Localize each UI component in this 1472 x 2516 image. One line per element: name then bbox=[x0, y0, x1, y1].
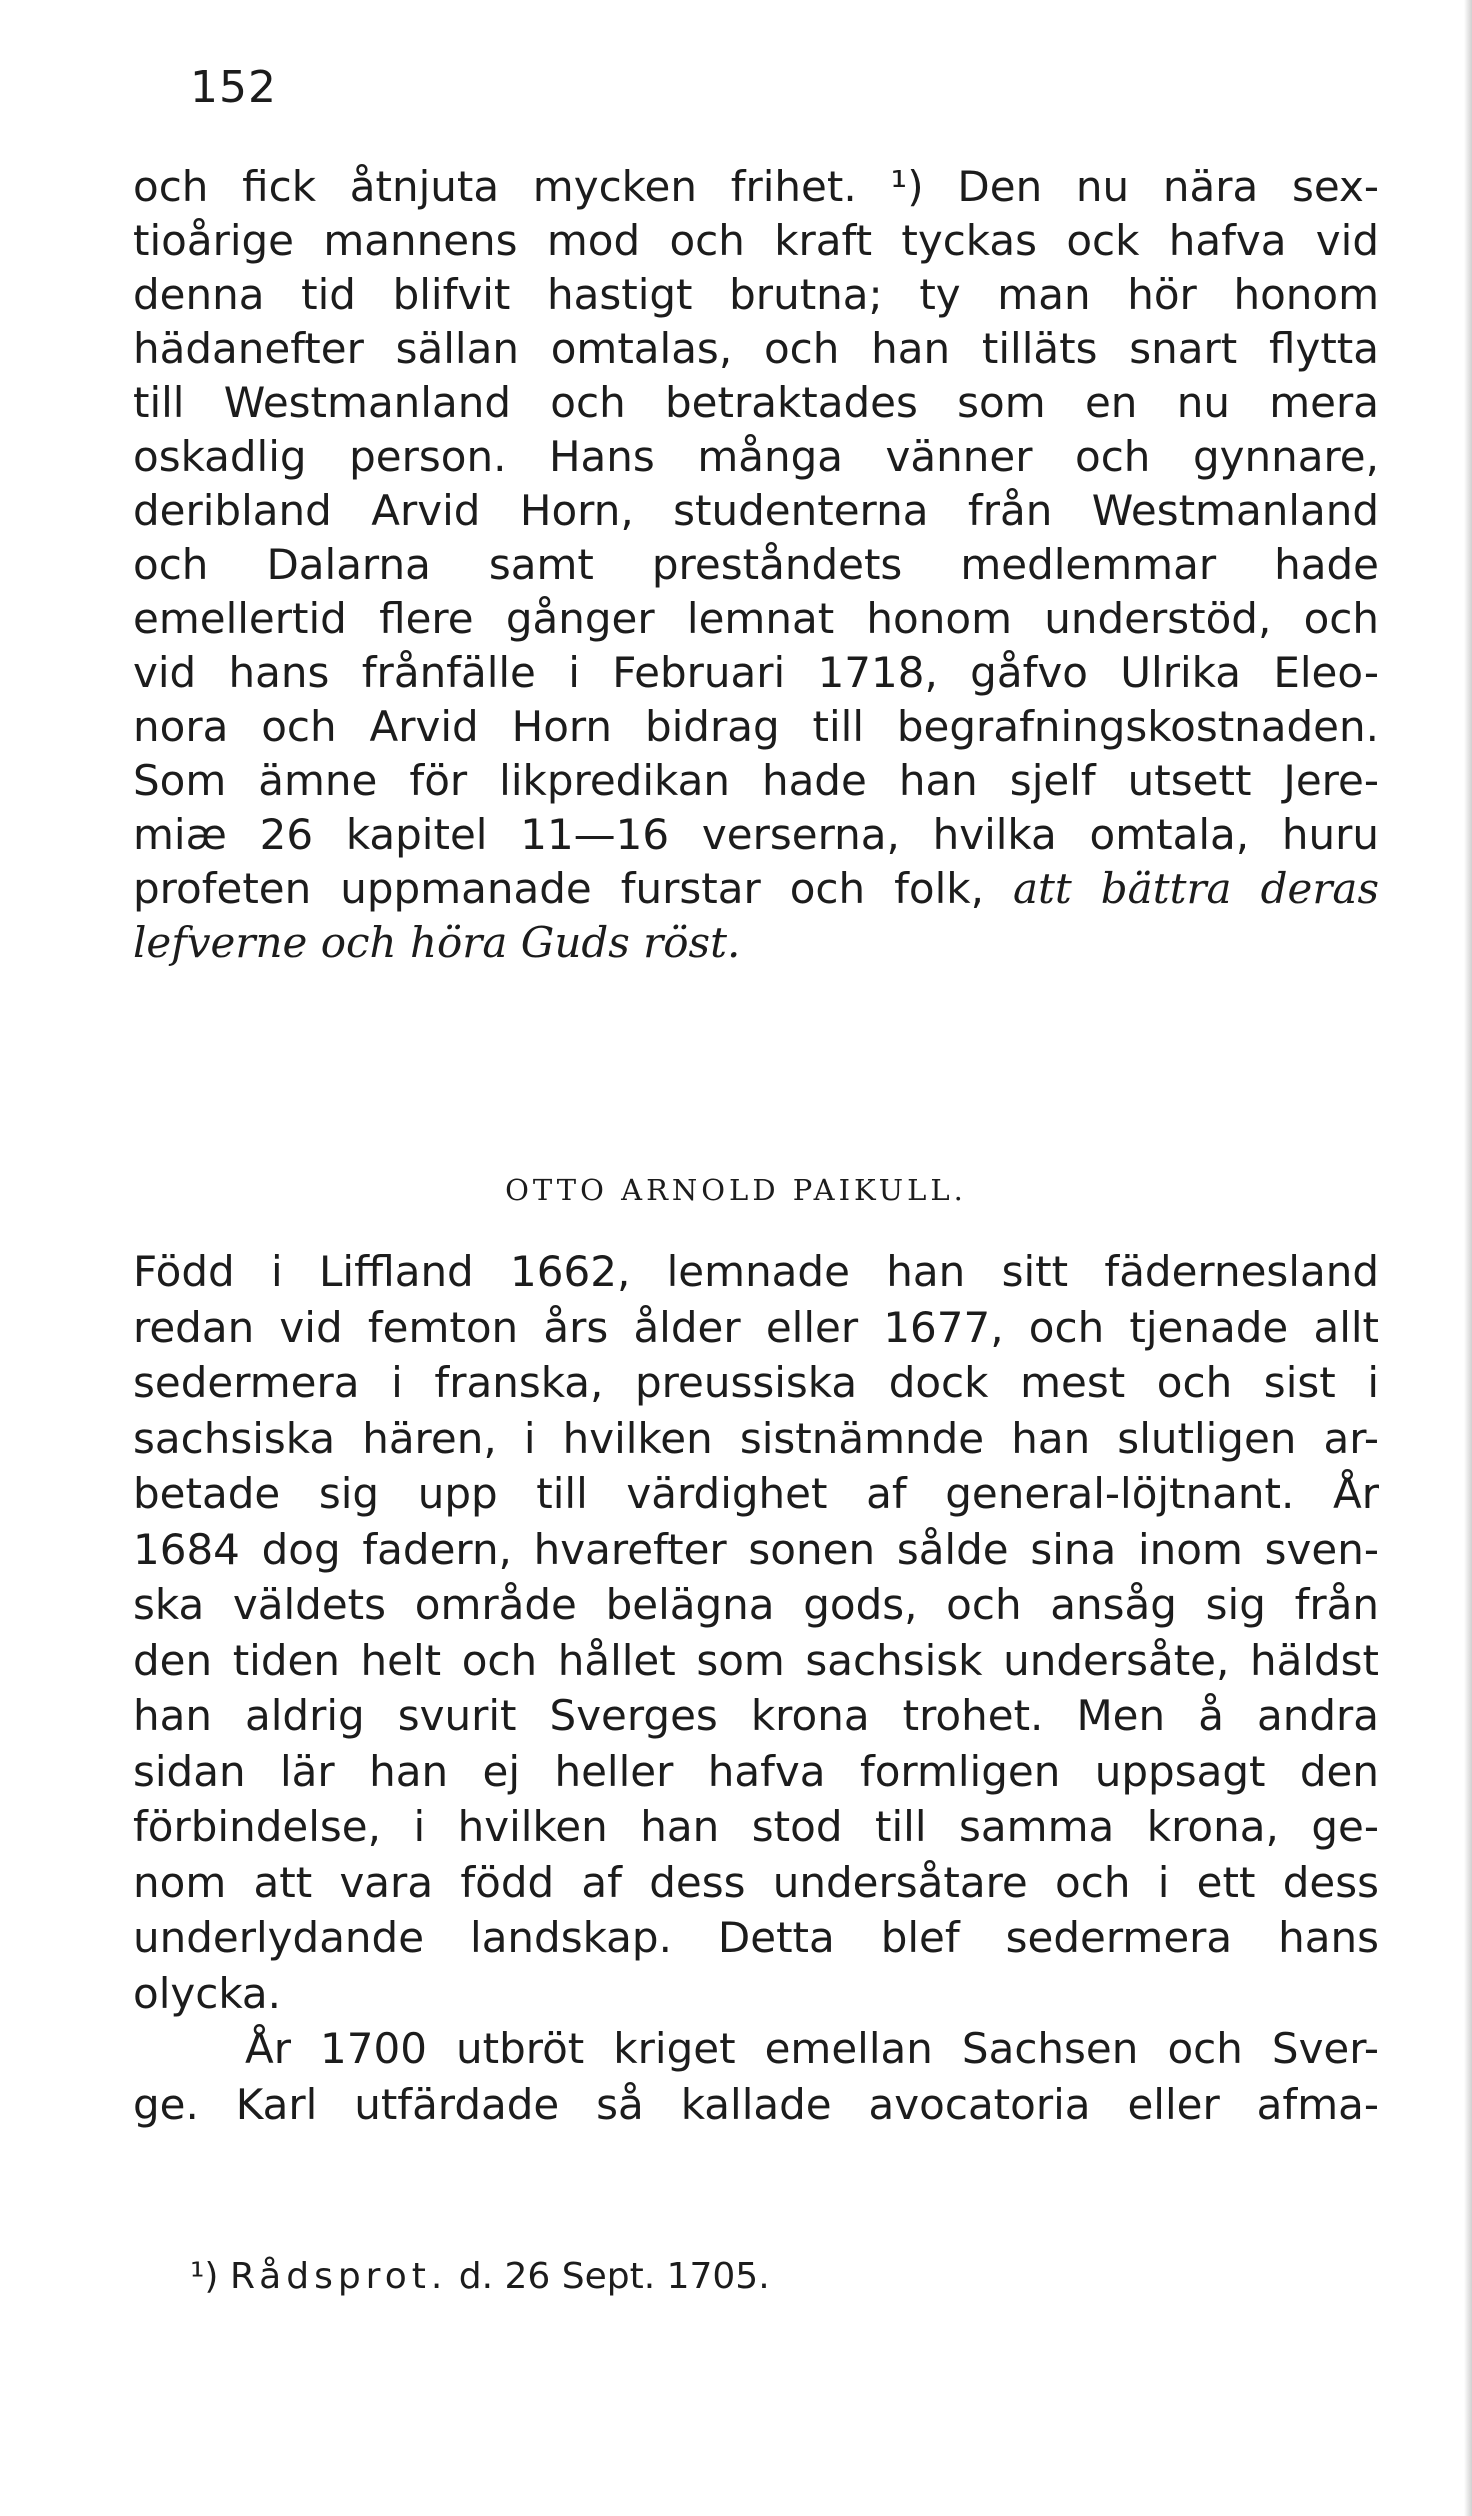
text-line: deribland Arvid Horn, studenterna från Westmanland bbox=[133, 486, 1379, 535]
italic-quote-end: lefverne och höra Guds röst. bbox=[133, 918, 741, 967]
footnote-date: d. 26 Sept. 1705. bbox=[458, 2256, 770, 2297]
page-number: 152 bbox=[190, 62, 277, 113]
text-segment: profeten uppmanade furstar och folk, bbox=[133, 864, 984, 913]
text-line: betade sig upp till värdighet af general-löjtnant. År bbox=[133, 1469, 1379, 1518]
text-line: underlydande landskap. Detta blef sedermera hans bbox=[133, 1913, 1379, 1962]
footnote bbox=[190, 2252, 770, 2302]
text-line: och Dalarna samt preståndets medlemmar hade bbox=[133, 540, 1379, 589]
page-edge-shadow bbox=[1464, 0, 1472, 2516]
text-line: förbindelse, i hvilken han stod till samma krona, ge- bbox=[133, 1802, 1379, 1851]
paragraph-2 bbox=[133, 1244, 1379, 2132]
italic-quote: att bättra deras bbox=[1012, 864, 1379, 913]
text-line: emellertid flere gånger lemnat honom understöd, och bbox=[133, 594, 1379, 643]
text-line: och fick åtnjuta mycken frihet. ¹) Den nu nära sex- bbox=[133, 162, 1379, 211]
text-line: sedermera i franska, preussiska dock mest och sist i bbox=[133, 1358, 1379, 1407]
text-line: ge. Karl utfärdade så kallade avocatoria eller afma- bbox=[133, 2079, 1379, 2129]
text-line: Född i Liffland 1662, lemnade han sitt fädernesland bbox=[133, 1247, 1379, 1296]
text-line: redan vid femton års ålder eller 1677, och tjenade allt bbox=[133, 1302, 1379, 1352]
text-line: hädanefter sällan omtalas, och han tilläts snart flytta bbox=[133, 324, 1379, 373]
text-line: han aldrig svurit Sverges krona trohet. Men å andra bbox=[133, 1691, 1379, 1740]
text-line: nora och Arvid Horn bidrag till begrafningskostnaden. bbox=[133, 702, 1379, 751]
text-line: oskadlig person. Hans många vänner och gynnare, bbox=[133, 432, 1379, 481]
text-line: miæ 26 kapitel 11—16 verserna, hvilka omtala, huru bbox=[133, 810, 1379, 859]
text-line: nom att vara född af dess undersåtare och i ett dess bbox=[133, 1857, 1379, 1907]
text-line: denna tid blifvit hastigt brutna; ty man hör honom bbox=[133, 270, 1379, 319]
text-line: olycka. bbox=[133, 1968, 281, 2018]
text-line: 1684 dog fadern, hvarefter sonen sålde sina inom sven- bbox=[133, 1524, 1379, 1574]
text-line: sachsiska hären, i hvilken sistnämnde han slutligen ar- bbox=[133, 1413, 1379, 1463]
text-line: till Westmanland och betraktades som en nu mera bbox=[133, 378, 1379, 427]
text-line: sidan lär han ej heller hafva formligen uppsagt den bbox=[133, 1746, 1379, 1796]
paragraph-1 bbox=[133, 160, 1379, 970]
footnote-marker: ¹) bbox=[190, 2256, 219, 2297]
text-line: ska väldets område belägna gods, och ansåg sig från bbox=[133, 1580, 1379, 1629]
section-heading: OTTO ARNOLD PAIKULL. bbox=[505, 1173, 967, 1207]
text-line: den tiden helt och hållet som sachsisk undersåte, häldst bbox=[133, 1635, 1379, 1685]
text-line: År 1700 utbröt kriget emellan Sachsen och Sver- bbox=[245, 2024, 1379, 2073]
text-line: Som ämne för likpredikan hade han sjelf utsett Jere- bbox=[133, 756, 1379, 805]
text-line-mixed bbox=[133, 862, 1379, 916]
footnote-source: Rådsprot. bbox=[229, 2256, 448, 2297]
text-line: tioårige mannens mod och kraft tyckas ock hafva vid bbox=[133, 216, 1379, 265]
text-line: vid hans frånfälle i Februari 1718, gåfvo Ulrika Eleo- bbox=[133, 648, 1379, 697]
